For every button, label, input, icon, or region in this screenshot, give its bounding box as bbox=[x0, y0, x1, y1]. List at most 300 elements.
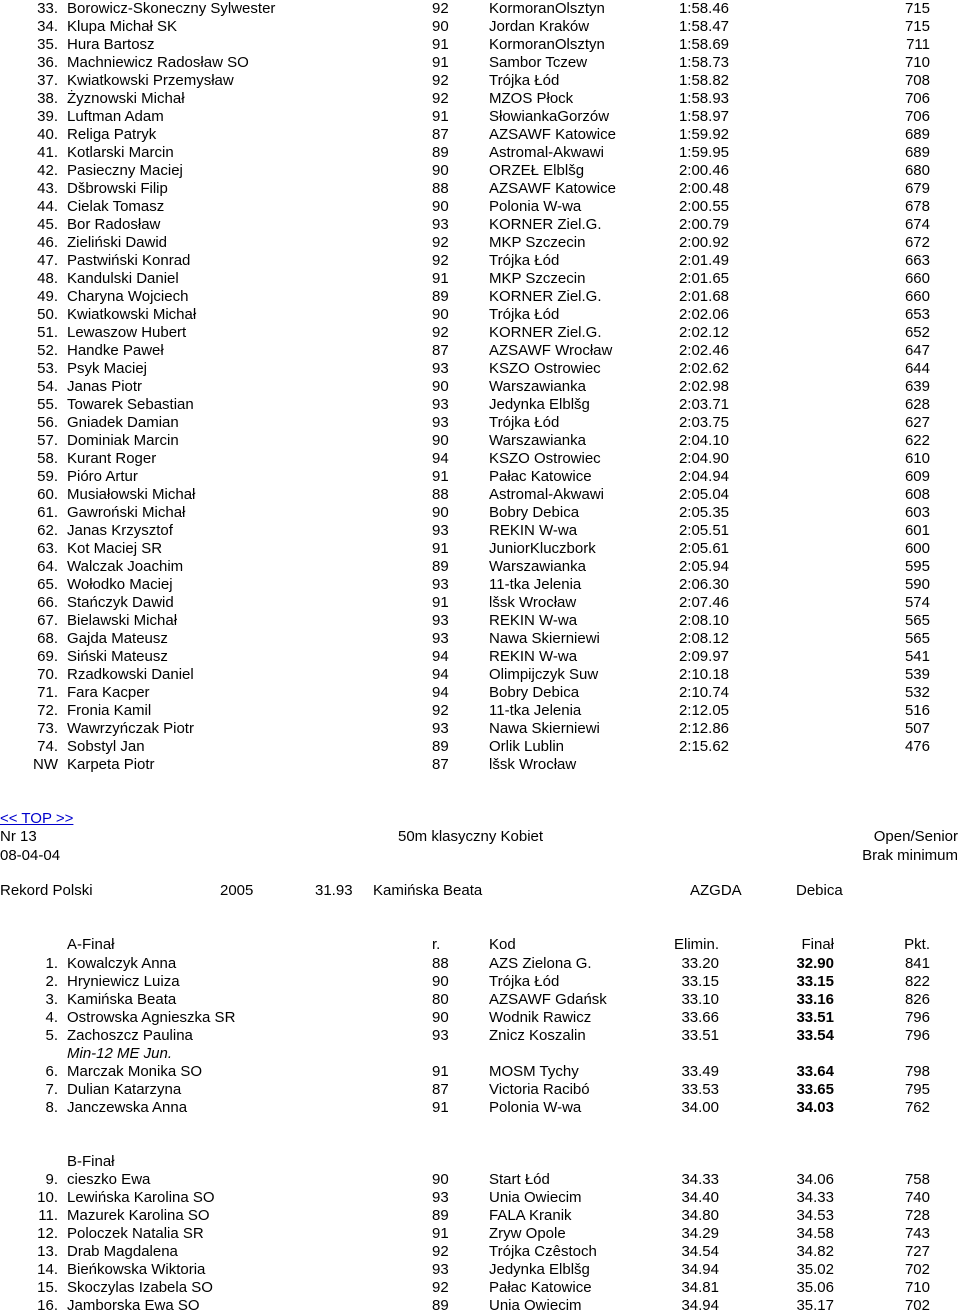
final-b-header bbox=[0, 1153, 960, 1171]
result-heat-time: 34.00 bbox=[681, 1099, 719, 1116]
result-points: 702 bbox=[904, 1297, 930, 1314]
result-name: Fronia Kamil bbox=[67, 702, 152, 719]
table-row bbox=[0, 1027, 960, 1045]
result-club: Victoria Racibó bbox=[489, 1081, 590, 1098]
result-points: 689 bbox=[904, 144, 930, 161]
result-final-time: 34.06 bbox=[796, 1171, 834, 1188]
result-name: Jamborska Ewa SO bbox=[67, 1297, 200, 1314]
result-year: 92 bbox=[432, 0, 449, 17]
result-place: 40. bbox=[37, 126, 58, 143]
table-row bbox=[0, 648, 960, 666]
result-points: 603 bbox=[904, 504, 930, 521]
result-points: 679 bbox=[904, 180, 930, 197]
result-club: Trójka Łód bbox=[489, 414, 560, 431]
result-name: Handke Paweł bbox=[67, 342, 164, 359]
table-row bbox=[0, 1189, 960, 1207]
result-year: 91 bbox=[432, 108, 449, 125]
result-club: Bobry Debica bbox=[489, 504, 580, 521]
result-year: 90 bbox=[432, 378, 449, 395]
result-club: Trójka Czêstoch bbox=[489, 1243, 597, 1260]
table-row bbox=[0, 216, 960, 234]
table-row bbox=[0, 18, 960, 36]
result-place: 33. bbox=[37, 0, 58, 17]
table-row bbox=[0, 396, 960, 414]
result-heat-time: 33.53 bbox=[681, 1081, 719, 1098]
result-place: 42. bbox=[37, 162, 58, 179]
result-club: lšsk Wrocław bbox=[489, 594, 577, 611]
result-name: Pasieczny Maciej bbox=[67, 162, 183, 179]
table-row bbox=[0, 666, 960, 684]
result-time: 2:09.97 bbox=[678, 648, 729, 665]
result-name: Pióro Artur bbox=[67, 468, 138, 485]
result-club: Polonia W-wa bbox=[489, 1099, 582, 1116]
result-club: Jedynka Elblšg bbox=[489, 396, 590, 413]
result-time: 2:12.86 bbox=[678, 720, 729, 737]
result-club: Nawa Skierniewi bbox=[489, 630, 600, 647]
result-points: 689 bbox=[904, 126, 930, 143]
result-final-time: 34.58 bbox=[796, 1225, 834, 1242]
result-year: 90 bbox=[432, 162, 449, 179]
result-year: 89 bbox=[432, 1297, 449, 1314]
result-time: 2:15.62 bbox=[678, 738, 729, 755]
result-heat-time: 33.66 bbox=[681, 1009, 719, 1026]
result-place: 50. bbox=[37, 306, 58, 323]
result-place: 13. bbox=[37, 1243, 58, 1260]
result-year: 87 bbox=[432, 1081, 449, 1098]
result-name: Psyk Maciej bbox=[67, 360, 148, 377]
result-time: 2:04.90 bbox=[678, 450, 729, 467]
result-points: 608 bbox=[904, 486, 930, 503]
result-year: 90 bbox=[432, 432, 449, 449]
result-place: 10. bbox=[37, 1189, 58, 1206]
result-time: 2:05.04 bbox=[678, 486, 729, 503]
result-points: 674 bbox=[904, 216, 930, 233]
result-club: JuniorKluczbork bbox=[489, 540, 596, 557]
result-year: 90 bbox=[432, 973, 449, 990]
result-name: Kamińska Beata bbox=[67, 991, 177, 1008]
result-place: 15. bbox=[37, 1279, 58, 1296]
result-final-time: 34.33 bbox=[796, 1189, 834, 1206]
result-heat-time: 34.33 bbox=[681, 1171, 719, 1188]
result-name: Gajda Mateusz bbox=[67, 630, 168, 647]
result-place: 35. bbox=[37, 36, 58, 53]
header-final: Finał bbox=[801, 936, 834, 953]
table-row bbox=[0, 991, 960, 1009]
qualification-note-text: Min-12 ME Jun. bbox=[67, 1045, 173, 1062]
result-club: REKIN W-wa bbox=[489, 522, 578, 539]
result-name: Mazurek Karolina SO bbox=[67, 1207, 210, 1224]
result-club: Pałac Katowice bbox=[489, 468, 592, 485]
result-time: 2:03.75 bbox=[678, 414, 729, 431]
final-a-header bbox=[0, 936, 960, 954]
header-club: Kod bbox=[489, 936, 516, 953]
result-name: Lewińska Karolina SO bbox=[67, 1189, 215, 1206]
result-club: KORNER Ziel.G. bbox=[489, 324, 602, 341]
result-time: 2:02.12 bbox=[678, 324, 729, 341]
result-time: 2:04.94 bbox=[678, 468, 729, 485]
result-place: 54. bbox=[37, 378, 58, 395]
record-time: 31.93 bbox=[315, 882, 353, 899]
result-points: 796 bbox=[904, 1027, 930, 1044]
result-time: 2:02.46 bbox=[678, 342, 729, 359]
top-link[interactable]: << TOP >> bbox=[0, 810, 74, 827]
table-row bbox=[0, 144, 960, 162]
result-club: Unia Owiecim bbox=[489, 1189, 582, 1206]
result-points: 476 bbox=[904, 738, 930, 755]
table-row bbox=[0, 36, 960, 54]
result-final-time: 34.82 bbox=[796, 1243, 834, 1260]
result-name: Fara Kacper bbox=[67, 684, 150, 701]
result-year: 91 bbox=[432, 1099, 449, 1116]
table-row bbox=[0, 1243, 960, 1261]
result-time: 2:05.35 bbox=[678, 504, 729, 521]
table-row bbox=[0, 702, 960, 720]
result-time: 1:58.47 bbox=[678, 18, 729, 35]
result-name: Zieliński Dawid bbox=[67, 234, 168, 251]
result-name: Karpeta Piotr bbox=[67, 756, 155, 773]
result-club: Trójka Łód bbox=[489, 973, 560, 990]
result-club: Polonia W-wa bbox=[489, 198, 582, 215]
result-year: 92 bbox=[432, 702, 449, 719]
result-points: 601 bbox=[904, 522, 930, 539]
result-name: Dulian Katarzyna bbox=[67, 1081, 182, 1098]
result-points: 710 bbox=[904, 54, 930, 71]
result-name: Żyznowski Michał bbox=[67, 90, 185, 107]
result-year: 94 bbox=[432, 450, 449, 467]
result-heat-time: 33.49 bbox=[681, 1063, 719, 1080]
result-year: 92 bbox=[432, 90, 449, 107]
result-name: Sobstyl Jan bbox=[67, 738, 145, 755]
result-club: Olimpijczyk Suw bbox=[489, 666, 599, 683]
result-name: Kotlarski Marcin bbox=[67, 144, 174, 161]
result-points: 574 bbox=[904, 594, 930, 611]
result-place: 66. bbox=[37, 594, 58, 611]
table-row bbox=[0, 234, 960, 252]
result-points: 762 bbox=[904, 1099, 930, 1116]
result-club: Trójka Łód bbox=[489, 72, 560, 89]
result-year: 93 bbox=[432, 360, 449, 377]
result-year: 90 bbox=[432, 1009, 449, 1026]
result-points: 680 bbox=[904, 162, 930, 179]
table-row bbox=[0, 1261, 960, 1279]
result-name: Towarek Sebastian bbox=[67, 396, 194, 413]
result-points: 532 bbox=[904, 684, 930, 701]
result-time: 2:04.10 bbox=[678, 432, 729, 449]
result-place: 57. bbox=[37, 432, 58, 449]
result-year: 89 bbox=[432, 738, 449, 755]
result-points: 595 bbox=[904, 558, 930, 575]
result-points: 600 bbox=[904, 540, 930, 557]
result-year: 93 bbox=[432, 396, 449, 413]
table-row bbox=[0, 378, 960, 396]
result-name: Kwiatkowski Michał bbox=[67, 306, 197, 323]
result-points: 727 bbox=[904, 1243, 930, 1260]
result-time: 2:07.46 bbox=[678, 594, 729, 611]
result-final-time: 34.53 bbox=[796, 1207, 834, 1224]
result-time: 1:59.95 bbox=[678, 144, 729, 161]
table-row bbox=[0, 342, 960, 360]
result-name: Machniewicz Radosław SO bbox=[67, 54, 249, 71]
result-name: Wołodko Maciej bbox=[67, 576, 173, 593]
result-place: 70. bbox=[37, 666, 58, 683]
result-final-time: 33.15 bbox=[796, 973, 834, 990]
result-name: Dšbrowski Filip bbox=[67, 180, 168, 197]
table-row bbox=[0, 1099, 960, 1117]
result-year: 90 bbox=[432, 18, 449, 35]
result-club: Zryw Opole bbox=[489, 1225, 566, 1242]
result-time: 2:03.71 bbox=[678, 396, 729, 413]
result-year: 93 bbox=[432, 720, 449, 737]
result-year: 93 bbox=[432, 1261, 449, 1278]
table-row bbox=[0, 756, 960, 774]
result-year: 93 bbox=[432, 414, 449, 431]
table-row bbox=[0, 54, 960, 72]
result-year: 90 bbox=[432, 198, 449, 215]
result-club: Start Łód bbox=[489, 1171, 550, 1188]
result-year: 91 bbox=[432, 270, 449, 287]
result-name: Janas Piotr bbox=[67, 378, 143, 395]
result-points: 711 bbox=[906, 36, 930, 53]
result-place: 1. bbox=[45, 955, 58, 972]
result-time: 1:58.46 bbox=[678, 0, 729, 17]
result-points: 644 bbox=[904, 360, 930, 377]
result-club: Astromal-Akwawi bbox=[489, 486, 605, 503]
result-year: 91 bbox=[432, 1063, 449, 1080]
result-club: Orlik Lublin bbox=[489, 738, 565, 755]
table-row bbox=[0, 504, 960, 522]
result-year: 89 bbox=[432, 144, 449, 161]
result-name: Zachoszcz Paulina bbox=[67, 1027, 193, 1044]
result-place: 72. bbox=[37, 702, 58, 719]
result-year: 89 bbox=[432, 558, 449, 575]
result-name: Gniadek Damian bbox=[67, 414, 179, 431]
result-place: 56. bbox=[37, 414, 58, 431]
result-points: 609 bbox=[904, 468, 930, 485]
result-name: Kandulski Daniel bbox=[67, 270, 179, 287]
result-points: 841 bbox=[904, 955, 930, 972]
result-place: 62. bbox=[37, 522, 58, 539]
result-club: SłowiankaGorzów bbox=[489, 108, 610, 125]
event-title: 50m klasyczny Kobiet bbox=[398, 828, 544, 845]
result-year: 93 bbox=[432, 630, 449, 647]
result-heat-time: 34.54 bbox=[681, 1243, 719, 1260]
result-heat-time: 34.29 bbox=[681, 1225, 719, 1242]
result-points: 672 bbox=[904, 234, 930, 251]
result-year: 88 bbox=[432, 180, 449, 197]
table-row bbox=[0, 288, 960, 306]
result-club: KormoranOlsztyn bbox=[489, 0, 605, 17]
result-place: 9. bbox=[45, 1171, 58, 1188]
result-points: 610 bbox=[904, 450, 930, 467]
result-year: 90 bbox=[432, 1171, 449, 1188]
table-row bbox=[0, 432, 960, 450]
result-club: REKIN W-wa bbox=[489, 648, 578, 665]
header-heat: Elimin. bbox=[673, 936, 719, 953]
header-points: Pkt. bbox=[904, 936, 930, 953]
result-name: Janas Krzysztof bbox=[67, 522, 173, 539]
result-time: 2:02.98 bbox=[678, 378, 729, 395]
result-name: Bielawski Michał bbox=[67, 612, 178, 629]
result-heat-time: 34.81 bbox=[681, 1279, 719, 1296]
result-year: 92 bbox=[432, 1279, 449, 1296]
result-club: MZOS Płock bbox=[489, 90, 574, 107]
result-points: 710 bbox=[904, 1279, 930, 1296]
event-date: 08-04-04 bbox=[0, 847, 61, 864]
result-year: 93 bbox=[432, 1027, 449, 1044]
result-points: 660 bbox=[904, 288, 930, 305]
result-name: Ostrowska Agnieszka SR bbox=[67, 1009, 236, 1026]
result-club: MKP Szczecin bbox=[489, 270, 586, 287]
result-place: 64. bbox=[37, 558, 58, 575]
result-final-time: 34.03 bbox=[796, 1099, 834, 1116]
table-row bbox=[0, 1009, 960, 1027]
result-year: 80 bbox=[432, 991, 449, 1008]
result-place: 11. bbox=[38, 1207, 58, 1224]
result-name: Musiałowski Michał bbox=[67, 486, 196, 503]
result-points: 653 bbox=[904, 306, 930, 323]
result-club: Trójka Łód bbox=[489, 306, 560, 323]
result-place: 43. bbox=[37, 180, 58, 197]
result-place: 7. bbox=[45, 1081, 58, 1098]
result-time: 2:00.79 bbox=[678, 216, 729, 233]
result-year: 91 bbox=[432, 540, 449, 557]
result-year: 89 bbox=[432, 288, 449, 305]
result-name: Poloczek Natalia SR bbox=[67, 1225, 204, 1242]
result-place: 58. bbox=[37, 450, 58, 467]
result-place: 4. bbox=[45, 1009, 58, 1026]
result-place: NW bbox=[33, 756, 58, 773]
result-points: 565 bbox=[904, 612, 930, 629]
result-name: Bieńkowska Wiktoria bbox=[67, 1261, 206, 1278]
result-points: 758 bbox=[904, 1171, 930, 1188]
result-name: Hura Bartosz bbox=[67, 36, 155, 53]
table-row bbox=[0, 306, 960, 324]
result-points: 539 bbox=[904, 666, 930, 683]
event-category: Open/Senior bbox=[873, 828, 958, 845]
table-row bbox=[0, 684, 960, 702]
result-club: lšsk Wrocław bbox=[489, 756, 577, 773]
result-name: Marczak Monika SO bbox=[67, 1063, 203, 1080]
result-final-time: 33.54 bbox=[796, 1027, 834, 1044]
result-name: Gawroński Michał bbox=[67, 504, 186, 521]
result-year: 93 bbox=[432, 612, 449, 629]
result-points: 706 bbox=[904, 108, 930, 125]
result-points: 541 bbox=[904, 648, 930, 665]
result-place: 46. bbox=[37, 234, 58, 251]
result-points: 715 bbox=[904, 18, 930, 35]
result-club: ORZEŁ Elblšg bbox=[489, 162, 585, 179]
result-time: 2:05.94 bbox=[678, 558, 729, 575]
table-row bbox=[0, 126, 960, 144]
final-a-title: A-Finał bbox=[67, 936, 115, 953]
result-place: 71. bbox=[37, 684, 58, 701]
result-name: Pastwiński Konrad bbox=[67, 252, 191, 269]
result-place: 8. bbox=[45, 1099, 58, 1116]
table-row bbox=[0, 486, 960, 504]
result-place: 69. bbox=[37, 648, 58, 665]
result-place: 74. bbox=[37, 738, 58, 755]
result-name: cieszko Ewa bbox=[67, 1171, 151, 1188]
result-name: Walczak Joachim bbox=[67, 558, 184, 575]
table-row bbox=[0, 72, 960, 90]
result-place: 53. bbox=[37, 360, 58, 377]
result-year: 89 bbox=[432, 1207, 449, 1224]
table-row bbox=[0, 162, 960, 180]
result-club: MOSM Tychy bbox=[489, 1063, 579, 1080]
result-points: 796 bbox=[904, 1009, 930, 1026]
result-time: 2:12.05 bbox=[678, 702, 729, 719]
result-name: Skoczylas Izabela SO bbox=[67, 1279, 213, 1296]
result-place: 55. bbox=[37, 396, 58, 413]
result-place: 38. bbox=[37, 90, 58, 107]
table-row bbox=[0, 450, 960, 468]
result-club: 11-tka Jelenia bbox=[489, 576, 582, 593]
final-b-title: B-Finał bbox=[67, 1153, 115, 1170]
table-row bbox=[0, 522, 960, 540]
result-final-time: 33.65 bbox=[796, 1081, 834, 1098]
result-club: AZSAWF Katowice bbox=[489, 126, 616, 143]
result-heat-time: 33.20 bbox=[681, 955, 719, 972]
result-time: 1:58.93 bbox=[678, 90, 729, 107]
result-points: 652 bbox=[904, 324, 930, 341]
result-time: 1:58.82 bbox=[678, 72, 729, 89]
result-time: 2:05.51 bbox=[678, 522, 729, 539]
result-year: 93 bbox=[432, 216, 449, 233]
result-time: 2:05.61 bbox=[678, 540, 729, 557]
result-name: Kurant Roger bbox=[67, 450, 157, 467]
result-name: Klupa Michał SK bbox=[67, 18, 178, 35]
table-row bbox=[0, 540, 960, 558]
result-year: 92 bbox=[432, 234, 449, 251]
table-row bbox=[0, 468, 960, 486]
result-points: 743 bbox=[904, 1225, 930, 1242]
result-place: 39. bbox=[37, 108, 58, 125]
result-time: 2:10.74 bbox=[678, 684, 729, 701]
result-points: 795 bbox=[904, 1081, 930, 1098]
result-place: 59. bbox=[37, 468, 58, 485]
result-points: 702 bbox=[904, 1261, 930, 1278]
result-points: 822 bbox=[904, 973, 930, 990]
result-year: 92 bbox=[432, 72, 449, 89]
event-number: Nr 13 bbox=[0, 828, 37, 845]
result-club: KORNER Ziel.G. bbox=[489, 288, 602, 305]
result-year: 88 bbox=[432, 955, 449, 972]
result-place: 44. bbox=[37, 198, 58, 215]
result-club: FALA Kranik bbox=[489, 1207, 572, 1224]
result-year: 90 bbox=[432, 504, 449, 521]
result-points: 622 bbox=[904, 432, 930, 449]
result-club: KSZO Ostrowiec bbox=[489, 450, 601, 467]
result-club: REKIN W-wa bbox=[489, 612, 578, 629]
table-row bbox=[0, 738, 960, 756]
result-year: 90 bbox=[432, 306, 449, 323]
result-year: 87 bbox=[432, 756, 449, 773]
result-club: Trójka Łód bbox=[489, 252, 560, 269]
result-place: 6. bbox=[45, 1063, 58, 1080]
result-points: 740 bbox=[904, 1189, 930, 1206]
result-year: 87 bbox=[432, 126, 449, 143]
result-place: 5. bbox=[45, 1027, 58, 1044]
result-club: Sambor Tczew bbox=[489, 54, 588, 71]
result-year: 91 bbox=[432, 468, 449, 485]
table-row bbox=[0, 955, 960, 973]
table-row bbox=[0, 198, 960, 216]
table-row bbox=[0, 720, 960, 738]
result-place: 47. bbox=[37, 252, 58, 269]
qualification-note bbox=[0, 1045, 960, 1063]
result-time: 1:59.92 bbox=[678, 126, 729, 143]
result-name: Cielak Tomasz bbox=[67, 198, 165, 215]
